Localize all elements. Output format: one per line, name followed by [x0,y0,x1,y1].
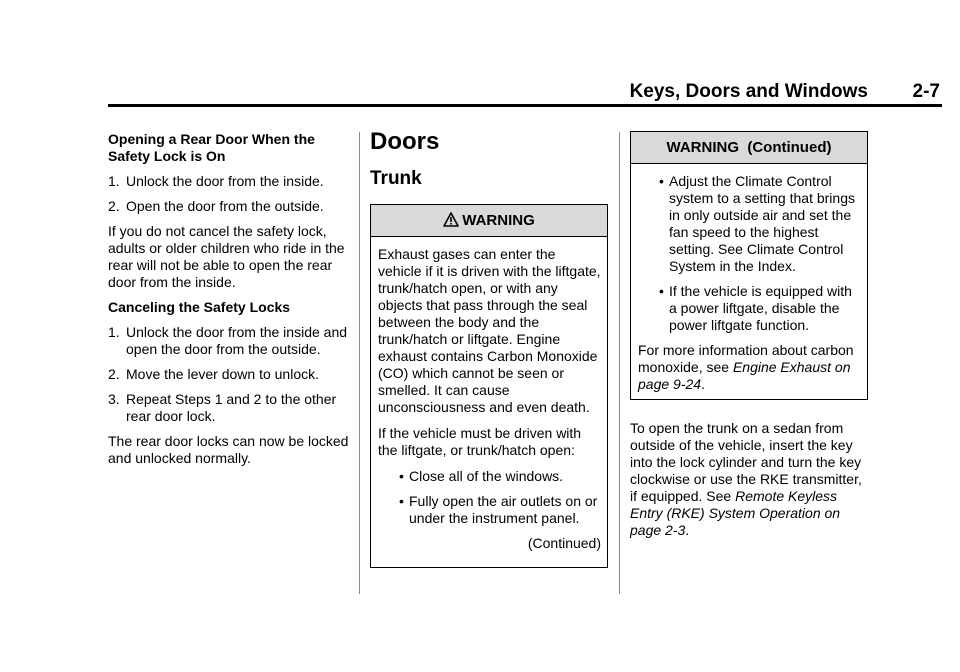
bullet-text: If the vehicle is equipped with a power liftgate, disable the power liftgate function. [669,283,852,333]
warning-header: WARNING (Continued) [631,132,867,164]
left-column [108,131,352,475]
step-text: Open the door from the outside. [126,198,324,214]
middle-column [370,128,608,568]
warning-bullet [638,283,861,334]
header-rule [108,104,942,107]
warning-header [371,205,607,237]
safety-lock-heading: Opening a Rear Door When the Safety Lock is On [108,131,315,164]
subsection-title: Trunk [370,168,422,189]
continued-label: (Continued) [527,535,601,551]
right-column [630,131,868,547]
safety-lock-paragraph: If you do not cancel the safety lock, adults or older children who ride in the rear will not be able to open the rear door from the inside. [108,223,345,290]
warning-bullet [378,493,601,527]
bullet-glyph: • [659,283,664,299]
step-item [108,366,352,383]
step-item [108,324,352,358]
step-number: 2. [108,198,120,214]
warning-box [370,204,608,568]
step-item [108,173,352,190]
warning-body [371,237,607,567]
locks-normal-paragraph: The rear door locks can now be locked and unlocked normally. [108,433,349,466]
step-item [108,391,352,425]
column-divider-1 [359,132,360,594]
bullet-text: Close all of the windows. [409,468,564,484]
warning-triangle-icon [443,212,459,227]
section-title: Doors [370,128,440,155]
warning-bullet [638,173,861,275]
warning-bullet [378,468,601,485]
rke-reference[interactable]: Remote Keyless Entry (RKE) System Operation on page 2-3 [630,488,841,538]
warning-paragraph: If the vehicle must be driven with the liftgate, or trunk/hatch open: [378,425,582,458]
canceling-heading: Canceling the Safety Locks [108,299,291,315]
step-text: Repeat Steps 1 and 2 to the other rear door lock. [126,391,337,424]
step-number: 2. [108,366,120,382]
header-title: Keys, Doors and Windows [629,81,868,102]
step-text: Move the lever down to unlock. [126,366,319,382]
step-text: Unlock the door from the inside and open the door from the outside. [126,324,348,357]
more-info-end: . [701,376,705,392]
bullet-text: Adjust the Climate Control system to a setting that brings in only outside air and set the fan speed to the highest setting. See Climate Control System in the Index. [669,173,855,274]
more-info-text: For more information about carbon monoxide, see [638,342,854,375]
more-info-paragraph [638,342,861,393]
bullet-text: Fully open the air outlets on or under the instrument panel. [409,493,598,526]
warning-body [631,164,867,399]
warning-paragraph: Exhaust gases can enter the vehicle if it is driven with the liftgate, trunk/hatch open, or with any objects that pass through the seal between the body and the trunk/hatch or liftgate. Engine exhaust contains Carbon Monoxide (CO) which cannot be seen or smelled. It can cause unconsciousness and even death. [378,246,601,415]
bullet-glyph: • [399,493,404,509]
step-text: Unlock the door from the inside. [126,173,324,189]
trunk-open-text: To open the trunk on a sedan from outside of the vehicle, insert the key into the lock cylinder and turn the key clockwise or use the RKE transmitter, if equipped. See [630,420,862,504]
engine-exhaust-reference[interactable]: Engine Exhaust on page 9-24 [638,359,851,392]
step-item [108,198,352,215]
warning-label: WARNING [462,212,535,229]
column-divider-2 [619,132,620,594]
trunk-open-paragraph [630,420,868,539]
bullet-glyph: • [659,173,664,189]
step-number: 1. [108,324,120,340]
warning-box-continued [630,131,868,400]
trunk-open-end: . [685,522,690,538]
bullet-glyph: • [399,468,404,484]
step-number: 3. [108,391,120,407]
step-number: 1. [108,173,120,189]
page-number: 2-7 [912,81,940,102]
